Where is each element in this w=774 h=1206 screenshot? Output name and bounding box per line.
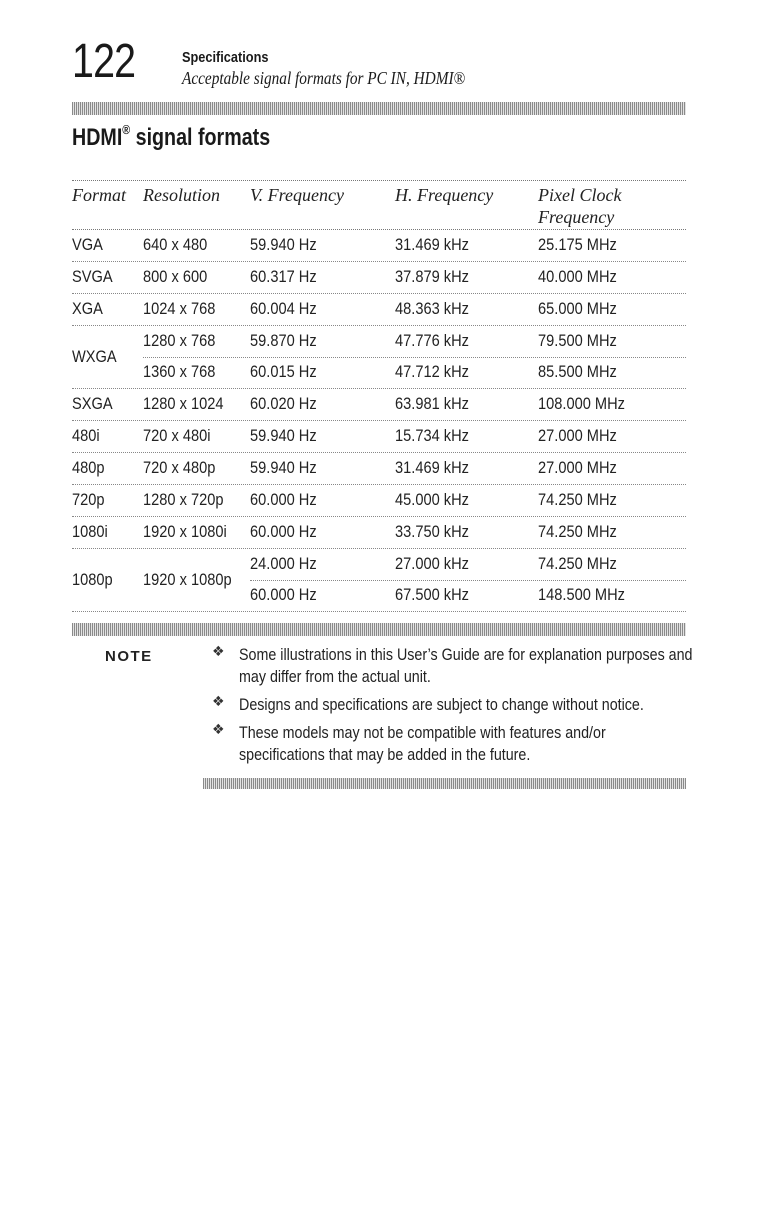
cell-format: 480p bbox=[72, 458, 105, 477]
table-row bbox=[72, 230, 686, 262]
cell-format: SXGA bbox=[72, 394, 113, 413]
cell-v-frequency: 59.870 Hz bbox=[250, 331, 317, 350]
cell-format: WXGA bbox=[72, 347, 117, 366]
cell-resolution: 720 x 480i bbox=[143, 426, 211, 445]
signal-format-table bbox=[72, 180, 686, 612]
table-row bbox=[72, 326, 686, 389]
cell-v-frequency: 59.940 Hz bbox=[250, 426, 317, 445]
cell-pixel-clock: 79.500 MHz bbox=[538, 331, 617, 350]
diamond-bullet-icon: ❖ bbox=[212, 644, 225, 660]
cell-pixel-clock: 108.000 MHz bbox=[538, 394, 625, 413]
cell-h-frequency: 63.981 kHz bbox=[395, 394, 469, 413]
cell-pixel-clock: 74.250 MHz bbox=[538, 554, 617, 573]
cell-resolution: 1920 x 1080i bbox=[143, 522, 227, 541]
cell-v-frequency: 59.940 Hz bbox=[250, 235, 317, 254]
table-row bbox=[72, 262, 686, 294]
table-row bbox=[72, 453, 686, 485]
column-header-format: Format bbox=[72, 185, 126, 205]
cell-v-frequency: 60.317 Hz bbox=[250, 267, 317, 286]
cell-h-frequency: 15.734 kHz bbox=[395, 426, 469, 445]
cell-h-frequency: 45.000 kHz bbox=[395, 490, 469, 509]
cell-h-frequency: 31.469 kHz bbox=[395, 458, 469, 477]
column-header-h-frequency: H. Frequency bbox=[395, 185, 494, 205]
cell-pixel-clock: 27.000 MHz bbox=[538, 458, 617, 477]
table-row bbox=[72, 549, 686, 612]
note-item-text: Designs and specifications are subject to change without notice. bbox=[239, 695, 644, 714]
table-row bbox=[72, 517, 686, 549]
divider-bottom bbox=[203, 778, 686, 789]
table-row bbox=[72, 421, 686, 453]
cell-v-frequency: 60.000 Hz bbox=[250, 522, 317, 541]
row-subdivider bbox=[143, 357, 686, 358]
cell-h-frequency: 31.469 kHz bbox=[395, 235, 469, 254]
note-label: NOTE bbox=[105, 648, 153, 665]
cell-v-frequency: 24.000 Hz bbox=[250, 554, 317, 573]
table-heading bbox=[72, 124, 270, 152]
cell-pixel-clock: 25.175 MHz bbox=[538, 235, 617, 254]
cell-v-frequency: 60.000 Hz bbox=[250, 585, 317, 604]
cell-resolution: 800 x 600 bbox=[143, 267, 208, 286]
note-item-text: These models may not be compatible with features and/or specifications that may be added in the future. bbox=[239, 723, 606, 764]
cell-resolution: 1280 x 1024 bbox=[143, 394, 224, 413]
column-header-resolution: Resolution bbox=[143, 185, 220, 205]
diamond-bullet-icon: ❖ bbox=[212, 694, 225, 710]
note-item bbox=[212, 722, 692, 766]
cell-pixel-clock: 65.000 MHz bbox=[538, 299, 617, 318]
cell-h-frequency: 33.750 kHz bbox=[395, 522, 469, 541]
table-row bbox=[72, 485, 686, 517]
note-item-text: Some illustrations in this User’s Guide are for explanation purposes and may differ from the actual unit. bbox=[239, 645, 693, 686]
cell-pixel-clock: 40.000 MHz bbox=[538, 267, 617, 286]
row-subdivider bbox=[250, 580, 686, 581]
cell-resolution: 640 x 480 bbox=[143, 235, 208, 254]
cell-pixel-clock: 74.250 MHz bbox=[538, 522, 617, 541]
cell-format: VGA bbox=[72, 235, 103, 254]
section-subtitle: Acceptable signal formats for PC IN, HDMI® bbox=[182, 68, 466, 88]
cell-resolution: 720 x 480p bbox=[143, 458, 216, 477]
cell-v-frequency: 60.015 Hz bbox=[250, 362, 317, 381]
cell-pixel-clock: 74.250 MHz bbox=[538, 490, 617, 509]
cell-v-frequency: 59.940 Hz bbox=[250, 458, 317, 477]
page-number: 122 bbox=[72, 35, 136, 88]
note-list bbox=[212, 644, 692, 772]
cell-h-frequency: 37.879 kHz bbox=[395, 267, 469, 286]
cell-resolution: 1280 x 768 bbox=[143, 331, 216, 350]
table-heading-rest: signal formats bbox=[130, 124, 271, 151]
cell-resolution: 1280 x 720p bbox=[143, 490, 224, 509]
cell-resolution: 1360 x 768 bbox=[143, 362, 216, 381]
cell-format: XGA bbox=[72, 299, 103, 318]
cell-pixel-clock: 27.000 MHz bbox=[538, 426, 617, 445]
section-title: Specifications bbox=[182, 49, 269, 66]
cell-h-frequency: 67.500 kHz bbox=[395, 585, 469, 604]
cell-format: 480i bbox=[72, 426, 100, 445]
cell-h-frequency: 47.712 kHz bbox=[395, 362, 469, 381]
cell-v-frequency: 60.000 Hz bbox=[250, 490, 317, 509]
cell-h-frequency: 27.000 kHz bbox=[395, 554, 469, 573]
cell-resolution: 1024 x 768 bbox=[143, 299, 216, 318]
cell-h-frequency: 48.363 kHz bbox=[395, 299, 469, 318]
cell-v-frequency: 60.020 Hz bbox=[250, 394, 317, 413]
table-row bbox=[72, 294, 686, 326]
cell-h-frequency: 47.776 kHz bbox=[395, 331, 469, 350]
cell-pixel-clock: 85.500 MHz bbox=[538, 362, 617, 381]
registered-mark: ® bbox=[122, 122, 131, 137]
cell-resolution: 1920 x 1080p bbox=[143, 570, 232, 589]
divider-middle bbox=[72, 623, 686, 636]
table-heading-main: HDMI bbox=[72, 124, 123, 151]
divider-top bbox=[72, 102, 686, 115]
cell-format: 1080p bbox=[72, 570, 113, 589]
column-header-v-frequency: V. Frequency bbox=[250, 185, 344, 205]
note-item bbox=[212, 644, 692, 688]
cell-pixel-clock: 148.500 MHz bbox=[538, 585, 625, 604]
cell-v-frequency: 60.004 Hz bbox=[250, 299, 317, 318]
note-item bbox=[212, 694, 692, 716]
cell-format: 1080i bbox=[72, 522, 108, 541]
cell-format: SVGA bbox=[72, 267, 113, 286]
table-header-row bbox=[72, 180, 686, 230]
diamond-bullet-icon: ❖ bbox=[212, 722, 225, 738]
column-header-pixel-clock: Pixel Clock Frequency bbox=[538, 185, 622, 227]
table-row bbox=[72, 389, 686, 421]
cell-format: 720p bbox=[72, 490, 105, 509]
